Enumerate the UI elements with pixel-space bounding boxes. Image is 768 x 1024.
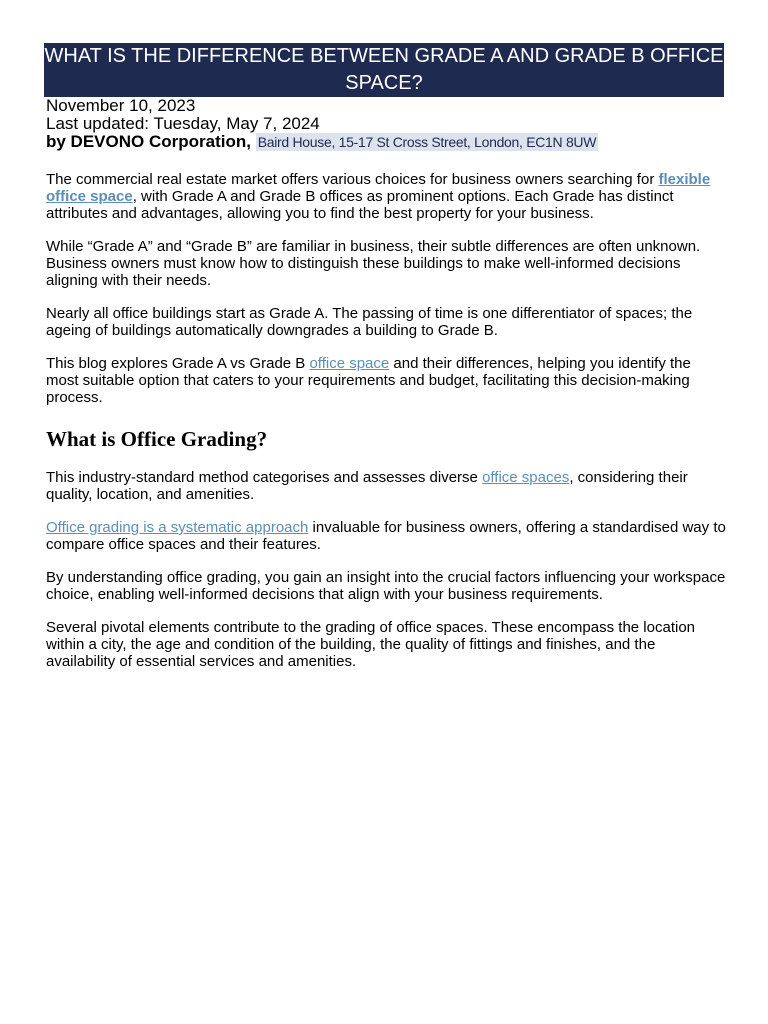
publish-date: November 10, 2023 (46, 96, 196, 115)
paragraph (46, 355, 726, 406)
last-updated: Last updated: Tuesday, May 7, 2024 (46, 114, 320, 133)
paragraph: Several pivotal elements contribute to the grading of office spaces. These encompass the location within a city, the age and condition of the building, the quality of fittings and finishes, and the availability of essential services and amenities. (46, 619, 695, 670)
office-space-link[interactable]: office space (309, 355, 390, 372)
address: Baird House, 15-17 St Cross Street, London, EC1N 8UW (257, 134, 597, 150)
paragraph-text: invaluable for business owners, offering a standardised way to compare office spaces and their features. (46, 519, 726, 553)
article-meta (46, 97, 598, 151)
paragraph: By understanding office grading, you gain an insight into the crucial factors influencing your workspace choice, enabling well-informed decisions that align with your business requirements. (46, 569, 726, 603)
flexible-office-space-link[interactable]: flexible office space (46, 171, 711, 205)
paragraph (46, 469, 726, 503)
byline (46, 133, 598, 151)
page-title (44, 43, 724, 97)
paragraph: Nearly all office buildings start as Grade A. The passing of time is one differentiator of spaces; the ageing of buildings automatically downgrades a building to Grade B. (46, 305, 693, 339)
office-spaces-link[interactable]: office spaces (482, 469, 570, 486)
paragraph-text: The commercial real estate market offers various choices for business owners searching for (46, 171, 659, 188)
page-title-text: WHAT IS THE DIFFERENCE BETWEEN GRADE A AND GRADE B OFFICE SPACE? (44, 45, 724, 94)
paragraph (46, 519, 726, 553)
paragraph-text: , considering their quality, location, and amenities. (46, 469, 688, 503)
paragraph: While “Grade A” and “Grade B” are familiar in business, their subtle differences are often unknown. Business owners must know how to distinguish these buildings to make well-informed decisions aligning with their needs. (46, 238, 701, 289)
section-heading: What is Office Grading? (46, 427, 268, 451)
author: by DEVONO Corporation, (46, 132, 251, 151)
office-grading-link[interactable]: Office grading is a systematic approach (46, 519, 309, 536)
article-body (46, 171, 726, 686)
paragraph-text: , with Grade A and Grade B offices as prominent options. Each Grade has distinct attributes and advantages, allowing you to find the best property for your business. (46, 188, 674, 222)
paragraph-text: This blog explores Grade A vs Grade B (46, 355, 310, 372)
paragraph-intro (46, 171, 726, 222)
paragraph-text: and their differences, helping you identify the most suitable option that caters to your requirements and budget, facilitating this decision-making process. (46, 355, 691, 406)
paragraph-text: This industry-standard method categorises and assesses diverse (46, 469, 483, 486)
